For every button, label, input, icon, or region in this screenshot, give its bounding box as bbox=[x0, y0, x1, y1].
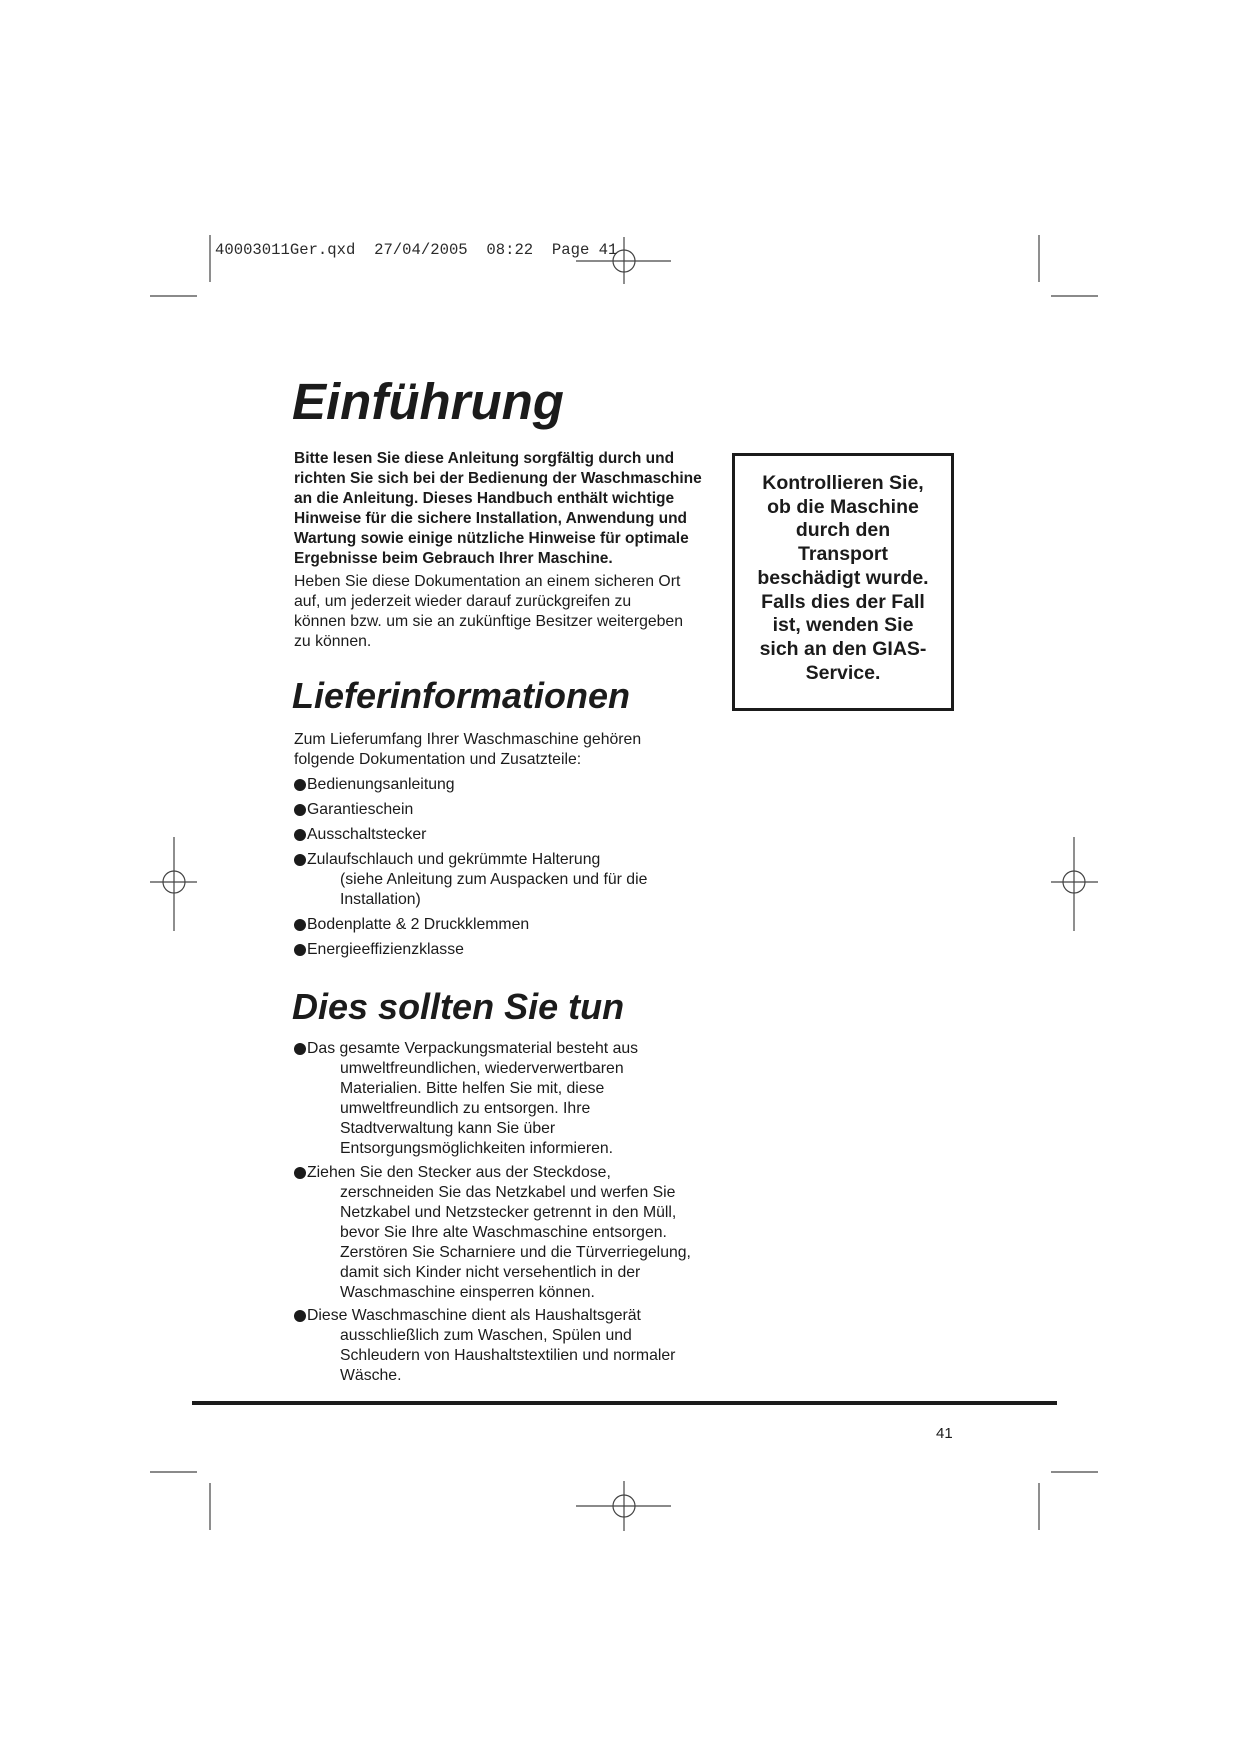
list-item-text: Ausschaltstecker bbox=[307, 826, 427, 843]
list-item bbox=[294, 940, 724, 960]
list-item bbox=[294, 915, 724, 935]
bullet-icon bbox=[294, 829, 306, 841]
bullet-icon bbox=[294, 1310, 306, 1322]
list-item-note: Installation) bbox=[340, 891, 421, 908]
text-line: umweltfreundlichen, wiederverwertbaren bbox=[340, 1060, 624, 1077]
text-line: Waschmaschine einsperren können. bbox=[340, 1283, 595, 1301]
todo-list-container bbox=[294, 1039, 724, 1390]
list-item bbox=[294, 800, 724, 820]
list-item bbox=[294, 1163, 724, 1303]
text-line: bevor Sie Ihre alte Waschmaschine entsorgen. bbox=[340, 1223, 667, 1241]
bullet-icon bbox=[294, 1043, 306, 1055]
text-line: damit sich Kinder nicht versehentlich in der bbox=[340, 1263, 641, 1281]
intro-paragraph bbox=[294, 572, 724, 652]
text-line: Wartung sowie einige nützliche Hinweise für optimale bbox=[294, 530, 689, 547]
bullet-icon bbox=[294, 944, 306, 956]
bullet-icon bbox=[294, 1167, 306, 1179]
text-line: umweltfreundlich zu entsorgen. Ihre bbox=[340, 1100, 591, 1117]
text-line: Stadtverwaltung kann Sie über bbox=[340, 1120, 556, 1137]
text-line: Netzkabel und Netzstecker getrennt in den Müll, bbox=[340, 1203, 677, 1221]
delivery-intro bbox=[294, 730, 724, 770]
bullet-icon bbox=[294, 854, 306, 866]
callout-line: beschädigt wurde. bbox=[757, 566, 929, 589]
text-line: Ergebnisse beim Gebrauch Ihrer Maschine. bbox=[294, 550, 613, 567]
intro-bold-paragraph bbox=[294, 449, 724, 569]
crop-mark-top-right bbox=[1039, 235, 1098, 296]
registration-mark-bottom bbox=[576, 1481, 671, 1531]
text-line: Das gesamte Verpackungsmaterial besteht aus bbox=[307, 1040, 639, 1057]
list-item bbox=[294, 1039, 724, 1159]
list-item-text: Zulaufschlauch und gekrümmte Halterung bbox=[307, 851, 601, 868]
bullet-icon bbox=[294, 919, 306, 931]
footer-rule bbox=[192, 1401, 1057, 1405]
list-item-text: Bodenplatte & 2 Druckklemmen bbox=[307, 916, 530, 933]
list-item-note: (siehe Anleitung zum Auspacken und für die bbox=[340, 871, 648, 888]
text-line: auf, um jederzeit wieder darauf zurückgreifen zu bbox=[294, 593, 632, 610]
delivery-list bbox=[294, 775, 724, 960]
print-slug: 40003011Ger.qxd 27/04/2005 08:22 Page 41 bbox=[215, 241, 618, 259]
list-item-text: Garantieschein bbox=[307, 801, 414, 818]
list-item bbox=[294, 1306, 724, 1386]
text-line: Ziehen Sie den Stecker aus der Steckdose, bbox=[307, 1163, 611, 1181]
text-line: richten Sie sich bei der Bedienung der Waschmaschine bbox=[294, 470, 702, 487]
text-line: Wäsche. bbox=[340, 1367, 402, 1384]
page-title: Einführung bbox=[292, 373, 564, 430]
list-item bbox=[294, 850, 724, 910]
text-line: Zerstören Sie Scharniere und die Türverriegelung, bbox=[340, 1243, 691, 1261]
callout-line: sich an den GIAS- bbox=[759, 637, 927, 660]
list-item-text: Energieeffizienzklasse bbox=[307, 941, 464, 958]
bullet-icon bbox=[294, 804, 306, 816]
text-line: Diese Waschmaschine dient als Haushaltsgerät bbox=[307, 1307, 641, 1324]
text-line: Bitte lesen Sie diese Anleitung sorgfältig durch und bbox=[294, 450, 675, 467]
callout-line: ist, wenden Sie bbox=[772, 614, 914, 637]
list-item bbox=[294, 825, 724, 845]
text-line: folgende Dokumentation und Zusatzteile: bbox=[294, 751, 582, 768]
text-line: zerschneiden Sie das Netzkabel und werfen Sie bbox=[340, 1183, 676, 1201]
todo-list bbox=[294, 1039, 724, 1386]
delivery-list-container bbox=[294, 775, 724, 965]
text-line: Materialien. Bitte helfen Sie mit, diese bbox=[340, 1080, 605, 1097]
registration-mark-left bbox=[150, 837, 197, 931]
text-line: Schleudern von Haushaltstextilien und normaler bbox=[340, 1347, 676, 1364]
page-number: 41 bbox=[936, 1425, 953, 1442]
callout-line: Transport bbox=[798, 543, 888, 566]
bullet-icon bbox=[294, 779, 306, 791]
text-line: Hinweise für die sichere Installation, Anwendung und bbox=[294, 510, 688, 527]
text-line: Zum Lieferumfang Ihrer Waschmaschine gehören bbox=[294, 731, 642, 748]
list-item bbox=[294, 775, 724, 795]
callout-line: Kontrollieren Sie, bbox=[762, 472, 924, 494]
registration-mark-right bbox=[1051, 837, 1098, 931]
text-line: können bzw. um sie an zukünftige Besitzer weitergeben bbox=[294, 613, 684, 630]
crop-mark-top-left bbox=[150, 235, 210, 296]
callout-line: ob die Maschine bbox=[767, 495, 919, 518]
callout-line: Service. bbox=[805, 661, 881, 684]
todo-heading: Dies sollten Sie tun bbox=[292, 986, 625, 1027]
crop-mark-bottom-left bbox=[150, 1472, 210, 1530]
text-line: Heben Sie diese Dokumentation an einem sicheren Ort bbox=[294, 573, 681, 590]
text-line: ausschließlich zum Waschen, Spülen und bbox=[340, 1327, 632, 1344]
delivery-heading: Lieferinformationen bbox=[292, 675, 631, 716]
transport-damage-callout bbox=[732, 453, 954, 711]
callout-line: Falls dies der Fall bbox=[761, 590, 925, 613]
text-line: an die Anleitung. Dieses Handbuch enthält wichtige bbox=[294, 490, 675, 507]
text-line: Entsorgungsmöglichkeiten informieren. bbox=[340, 1140, 614, 1157]
list-item-text: Bedienungsanleitung bbox=[307, 776, 455, 793]
callout-line: durch den bbox=[795, 519, 891, 542]
text-line: zu können. bbox=[294, 633, 372, 650]
crop-mark-bottom-right bbox=[1039, 1472, 1098, 1530]
